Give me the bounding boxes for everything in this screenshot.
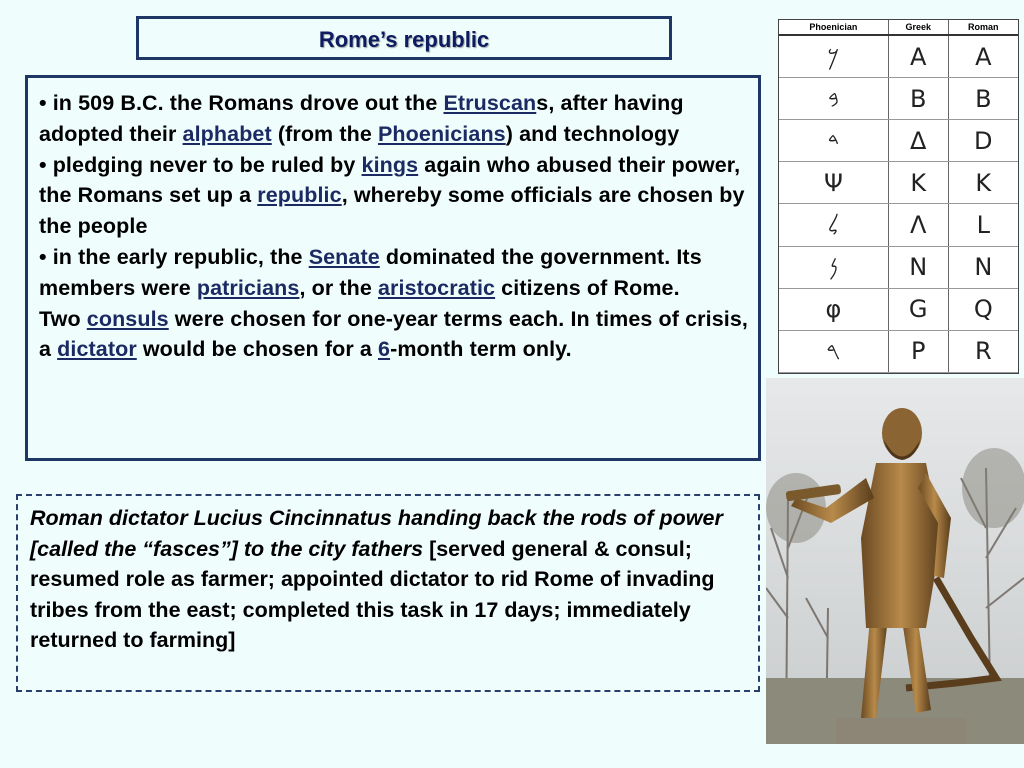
caption-heading: Roman dictator: [30, 506, 188, 530]
term-senate: Senate: [308, 244, 380, 269]
roman-letter: D: [948, 120, 1018, 162]
phoenician-letter: Ψ: [779, 162, 888, 204]
roman-letter: L: [948, 204, 1018, 246]
paragraph-consuls: Two consuls were chosen for one-year terms each. In times of crisis, a dictator would be chosen for a 6-month term only.: [39, 306, 748, 362]
alphabet-comparison-table: [778, 19, 1019, 374]
term-aristocratic: aristocratic: [377, 275, 496, 300]
roman-letter: A: [948, 35, 1018, 78]
phoenician-letter: 𐤍: [779, 246, 888, 288]
phoenician-letter: 𐤓: [779, 330, 888, 372]
term-consuls: consuls: [86, 306, 169, 331]
phoenician-letter: 𐤁: [779, 78, 888, 120]
greek-letter: Λ: [888, 204, 948, 246]
statue-illustration: [766, 378, 1024, 744]
slide-title-box: [136, 16, 672, 60]
slide-title: Rome’s republic: [318, 27, 490, 52]
phoenician-letter: φ: [779, 288, 888, 330]
main-text-box: [25, 75, 761, 461]
greek-letter: K: [888, 162, 948, 204]
header-roman: Roman: [948, 20, 1018, 35]
term-six: 6: [378, 337, 391, 362]
bullet-republic: • pledging never to be ruled by kings again who abused their power, the Romans set up a republic, whereby some officials are chosen by the people: [39, 152, 745, 239]
caption-text: [30, 503, 748, 656]
term-alphabet: alphabet: [182, 121, 272, 146]
header-greek: Greek: [888, 20, 948, 35]
roman-letter: R: [948, 330, 1018, 372]
greek-letter: P: [888, 330, 948, 372]
greek-letter: B: [888, 78, 948, 120]
phoenician-letter: 𐤊: [779, 35, 888, 78]
greek-letter: A: [888, 35, 948, 78]
table-row: [779, 288, 1018, 330]
caption-details: [served general & consul; resumed role as farmer; appointed dictator to rid Rome of invading tribes from the east; completed this task in 17 days; immediately returned to farming]: [30, 536, 715, 652]
table-row: [779, 162, 1018, 204]
bullet-senate: • in the early republic, the Senate dominated the government. Its members were patricians, or the aristocratic citizens of Rome.: [39, 244, 702, 300]
roman-letter: N: [948, 246, 1018, 288]
term-republic: republic: [257, 183, 342, 208]
table-row: [779, 330, 1018, 372]
phoenician-letter: 𐤋: [779, 204, 888, 246]
term-kings: kings: [361, 152, 419, 177]
cincinnatus-statue-photo: [766, 378, 1024, 744]
table-row: [779, 35, 1018, 78]
table-row: [779, 78, 1018, 120]
roman-letter: B: [948, 78, 1018, 120]
term-dictator: dictator: [57, 337, 137, 362]
table-row: [779, 246, 1018, 288]
caption-box: [16, 494, 760, 692]
term-phoenicians: Phoenicians: [377, 121, 506, 146]
greek-letter: Δ: [888, 120, 948, 162]
term-patricians: patricians: [196, 275, 300, 300]
term-etruscan: Etruscan: [443, 91, 537, 115]
roman-letter: Q: [948, 288, 1018, 330]
roman-letter: K: [948, 162, 1018, 204]
caption-italic: Lucius Cincinnatus handing back the rods of power [called the “fasces”] to the city fathers: [30, 506, 723, 561]
table-row: [779, 204, 1018, 246]
greek-letter: G: [888, 288, 948, 330]
table-row: [779, 120, 1018, 162]
header-phoenician: Phoenician: [779, 20, 888, 35]
phoenician-letter: 𐤃: [779, 120, 888, 162]
bullet-etruscans: • in 509 B.C. the Romans drove out the Etruscans, after having adopted their alphabet (from the Phoenicians) and technology: [39, 91, 684, 146]
greek-letter: N: [888, 246, 948, 288]
